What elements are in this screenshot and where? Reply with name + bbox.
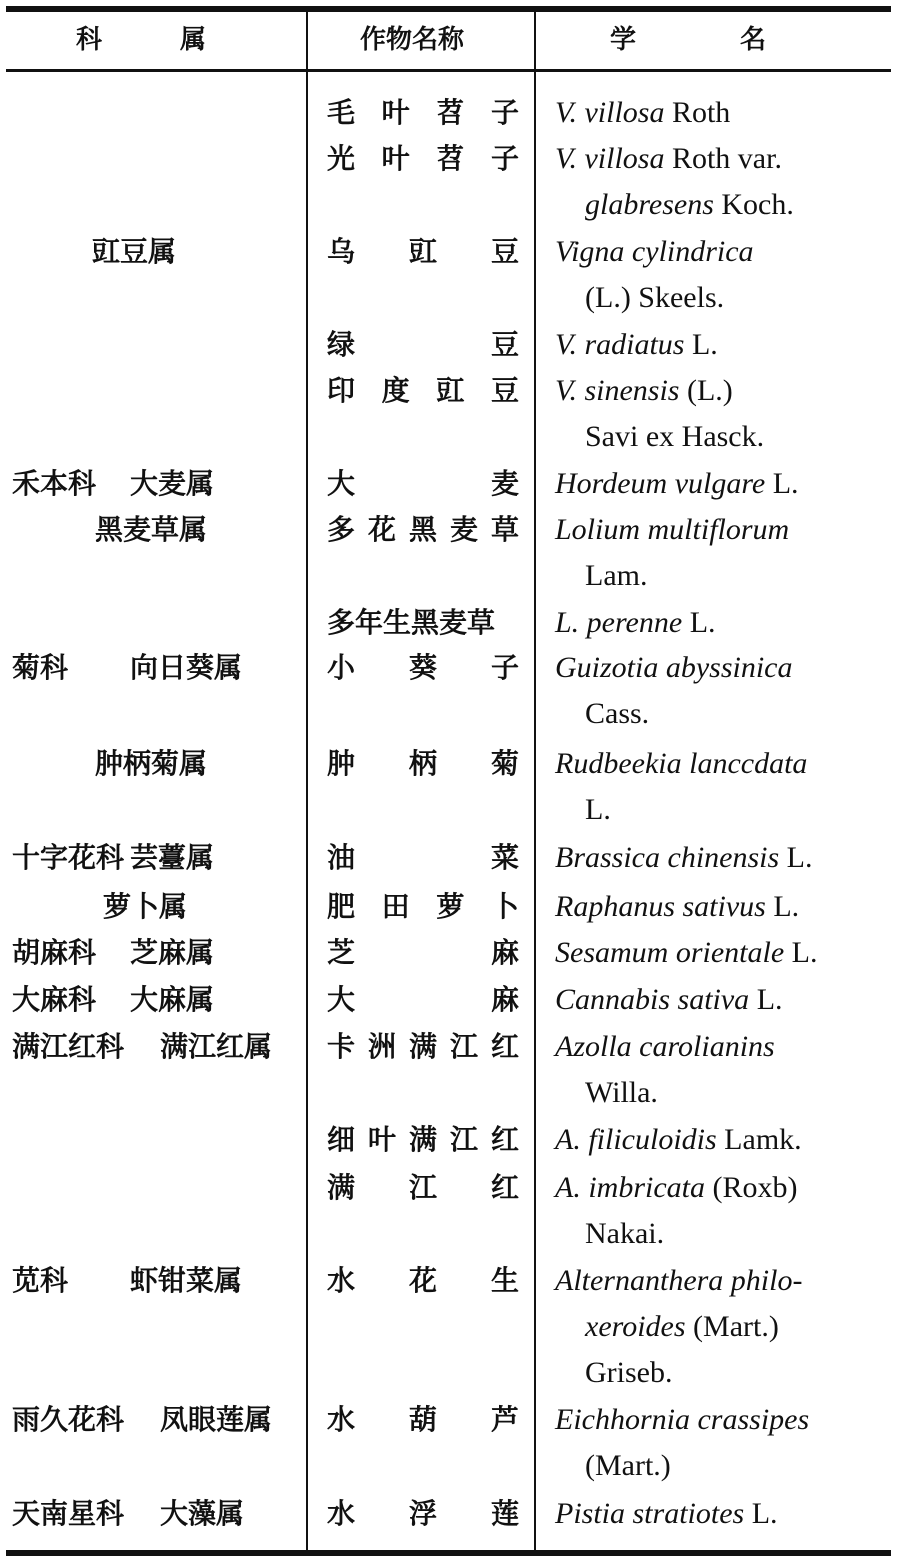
crop-name-char: 水 [327,1264,356,1297]
scientific-name-author: Roth var. [664,142,782,175]
crop-name-char: 麦 [449,513,478,546]
crop-name-char: 满 [408,1030,437,1063]
scientific-name-italic: Azolla carolianins [555,1030,775,1063]
crop-name-char: 江 [449,1030,478,1063]
scientific-name-continuation-italic: glabresens [585,188,714,221]
scientific-name-author: (L.) [679,374,733,407]
crop-name-char: 度 [381,374,410,407]
scientific-name-author: L. [779,841,813,874]
scientific-name-italic: Guizotia abyssinica [555,651,793,684]
table-top-rule [6,6,891,12]
scientific-name [555,1117,895,1163]
crop-name [327,507,519,553]
scientific-name-continuation [555,553,895,599]
crop-name [327,229,519,275]
scientific-name-continuation-text: Cass. [585,697,650,730]
scientific-name-continuation [555,182,895,228]
crop-name-char: 麻 [490,936,519,969]
scientific-name-italic: Rudbeekia lanccdata [555,747,808,780]
crop-name-char: 黑 [408,513,437,546]
column-divider [306,12,308,1550]
crop-name-char: 菜 [490,841,519,874]
crop-name-char: 田 [381,890,410,923]
genus-label: 凤眼莲属 [160,1403,273,1436]
scientific-name [555,977,895,1023]
scientific-name-italic: Lolium multiflorum [555,513,790,546]
crop-name-char: 麦 [490,467,519,500]
scientific-name [555,507,895,599]
crop-name-char: 大 [327,983,356,1016]
family-label: 菊科 [12,651,69,684]
crop-name-char: 印 [327,374,356,407]
crop-name-char: 绿 [327,328,356,361]
crop-name-char: 叶 [367,1123,396,1156]
crop-name-char: 毛 [327,96,356,129]
crop-name-char: 葵 [408,651,437,684]
scientific-name-italic: V. sinensis [555,374,680,407]
scientific-name [555,930,895,976]
scientific-name-author: L. [765,467,799,500]
crop-name-char: 莲 [490,1497,519,1530]
crop-name-char: 多年生黑麦草 [327,606,496,639]
scientific-name-continuation [555,275,895,321]
crop-name [327,1258,519,1304]
header-family-genus: 科 属 [76,25,207,55]
family-label: 十字花科 [12,841,125,874]
crop-name-char: 水 [327,1403,356,1436]
crop-name-char: 卜 [490,890,519,923]
scientific-name-continuation-text: Lam. [585,559,648,592]
scientific-name [555,229,895,321]
scientific-name-continuation-text: (L.) Skeels. [585,281,725,314]
scientific-name-continuation [555,787,895,833]
crop-name-char: 满 [327,1171,356,1204]
header-scientific-name: 学 名 [610,25,767,55]
scientific-name-continuation [555,1304,895,1350]
scientific-name [555,1491,895,1537]
crop-name-char: 子 [490,651,519,684]
crop-name-char: 光 [327,142,356,175]
scientific-name [555,835,895,881]
crop-name [327,1165,519,1211]
crop-name-char: 子 [490,96,519,129]
scientific-name-italic: Pistia stratiotes [555,1497,745,1530]
scientific-name-author: Roth [664,96,731,129]
crop-name [327,461,519,507]
scientific-name-author: L. [684,328,718,361]
crop-name-char: 豇 [408,235,437,268]
scientific-name [555,322,895,368]
family-label: 禾本科 [12,467,97,500]
crop-name-char: 浮 [408,1497,437,1530]
table-bottom-rule [6,1550,891,1556]
scientific-name-italic: V. villosa [555,96,665,129]
family-label: 大麻科 [12,983,97,1016]
family-label: 苋科 [12,1264,69,1297]
crop-name-char: 芦 [490,1403,519,1436]
scientific-name-continuation-italic: xeroides [585,1310,686,1343]
scientific-name [555,741,895,833]
crop-name-char: 油 [327,841,356,874]
crop-name-char: 生 [490,1264,519,1297]
genus-label: 大藻属 [160,1497,245,1530]
crop-name-char: 小 [327,651,356,684]
crop-name-char: 苕 [436,96,465,129]
crop-name-char: 葫 [408,1403,437,1436]
scientific-name [555,600,895,646]
genus-label: 黑麦草属 [95,513,208,546]
crop-name [327,645,519,691]
crop-name-char: 肥 [327,890,356,923]
crop-name-char: 叶 [381,142,410,175]
header-crop-name: 作物名称 [360,25,465,55]
scientific-name [555,1024,895,1116]
crop-name [327,322,519,368]
scientific-name-author: L. [749,983,783,1016]
crop-name [327,136,519,182]
scientific-name-italic: Cannabis sativa [555,983,750,1016]
crop-name-char: 肿 [327,747,356,780]
scientific-name-continuation [555,1443,895,1489]
scientific-name-italic: Sesamum orientale [555,936,785,969]
genus-label: 满江红属 [160,1030,273,1063]
scientific-name-continuation [555,1211,895,1257]
crop-name-char: 菊 [490,747,519,780]
crop-name-char: 红 [490,1123,519,1156]
crop-name-char: 多 [327,513,356,546]
scientific-name-continuation-text: (Mart.) [685,1310,779,1343]
crop-name [327,1117,519,1163]
crop-name [327,368,519,414]
scientific-name-author: L. [682,606,716,639]
scientific-name [555,90,895,136]
scientific-name-continuation-text: Willa. [585,1076,658,1109]
genus-label: 大麦属 [130,467,215,500]
scientific-name-italic: V. villosa [555,142,665,175]
scientific-name-continuation-text: Nakai. [585,1217,665,1250]
crop-name-char: 草 [490,513,519,546]
scientific-name [555,884,895,930]
crop-name-char: 花 [408,1264,437,1297]
family-label: 天南星科 [12,1497,125,1530]
scientific-name-italic: Hordeum vulgare [555,467,766,500]
column-divider [534,12,536,1550]
scientific-name-italic: Vigna cylindrica [555,235,754,268]
scientific-name-italic: A. imbricata [555,1171,705,1204]
scientific-name [555,136,895,228]
crop-name [327,835,519,881]
genus-label: 向日葵属 [130,651,243,684]
genus-label: 豇豆属 [92,235,177,268]
crop-name-char: 红 [490,1030,519,1063]
scientific-name-continuation-text: L. [585,793,611,826]
scientific-name-italic: Alternanthera philo- [555,1264,803,1297]
scientific-name-italic: A. filiculoidis [555,1123,717,1156]
crop-name [327,1024,519,1070]
crop-name [327,977,519,1023]
scientific-name-continuation [555,691,895,737]
crop-name-char: 水 [327,1497,356,1530]
crop-name-char: 豆 [490,328,519,361]
scientific-name-italic: V. radiatus [555,328,685,361]
scientific-name [555,1397,895,1489]
scientific-name-author: L. [744,1497,778,1530]
scientific-name [555,1258,895,1396]
crop-name-char: 红 [490,1171,519,1204]
crop-name-char: 细 [327,1123,356,1156]
scientific-name-author: L. [784,936,818,969]
crop-name [327,741,519,787]
crop-name-char: 豇 [436,374,465,407]
scientific-name [555,645,895,737]
crop-name-char: 苕 [436,142,465,175]
crop-name [327,600,519,646]
crop-name-char: 江 [449,1123,478,1156]
crop-name-char: 叶 [381,96,410,129]
scientific-name-continuation-text: (Mart.) [585,1449,671,1482]
scientific-name-author: L. [765,890,800,923]
scientific-name-italic: Eichhornia crassipes [555,1403,810,1436]
scientific-name [555,461,895,507]
crop-name [327,884,519,930]
scientific-name-italic: Raphanus sativus [555,890,766,923]
crop-name-char: 江 [408,1171,437,1204]
crop-name-char: 花 [367,513,396,546]
crop-name-char: 乌 [327,235,356,268]
crop-name-char: 大 [327,467,356,500]
family-label: 雨久花科 [12,1403,125,1436]
crop-name-char: 满 [408,1123,437,1156]
scientific-name-italic: Brassica chinensis [555,841,780,874]
family-label: 胡麻科 [12,936,97,969]
crop-name-char: 芝 [327,936,356,969]
crop-name [327,1491,519,1537]
scientific-name-continuation-text: Savi ex Hasck. [585,420,765,453]
scientific-name-author: Lamk. [716,1123,802,1156]
scientific-name-continuation-text: Griseb. [585,1356,673,1389]
crop-name [327,90,519,136]
crop-name-char: 豆 [490,374,519,407]
crop-name-char: 萝 [436,890,465,923]
scientific-name [555,1165,895,1257]
genus-label: 萝卜属 [103,890,188,923]
crop-name-char: 柄 [408,747,437,780]
crop-name-char: 卡 [327,1030,356,1063]
scientific-name [555,368,895,460]
genus-label: 大麻属 [130,983,215,1016]
genus-label: 芝麻属 [130,936,215,969]
scientific-name-continuation-text: Koch. [713,188,794,221]
scientific-name-author: (Roxb) [705,1171,798,1204]
scientific-name-continuation [555,1070,895,1116]
scientific-name-italic: L. perenne [555,606,683,639]
crop-name-char: 子 [490,142,519,175]
crop-name-char: 豆 [490,235,519,268]
crop-name [327,930,519,976]
table-header-rule [6,69,891,72]
genus-label: 虾钳菜属 [130,1264,243,1297]
crop-name-char: 麻 [490,983,519,1016]
crop-name-char: 洲 [367,1030,396,1063]
genus-label: 芸薹属 [130,841,215,874]
scientific-name-continuation [555,414,895,460]
crop-name [327,1397,519,1443]
genus-label: 肿柄菊属 [95,747,208,780]
family-label: 满江红科 [12,1030,125,1063]
